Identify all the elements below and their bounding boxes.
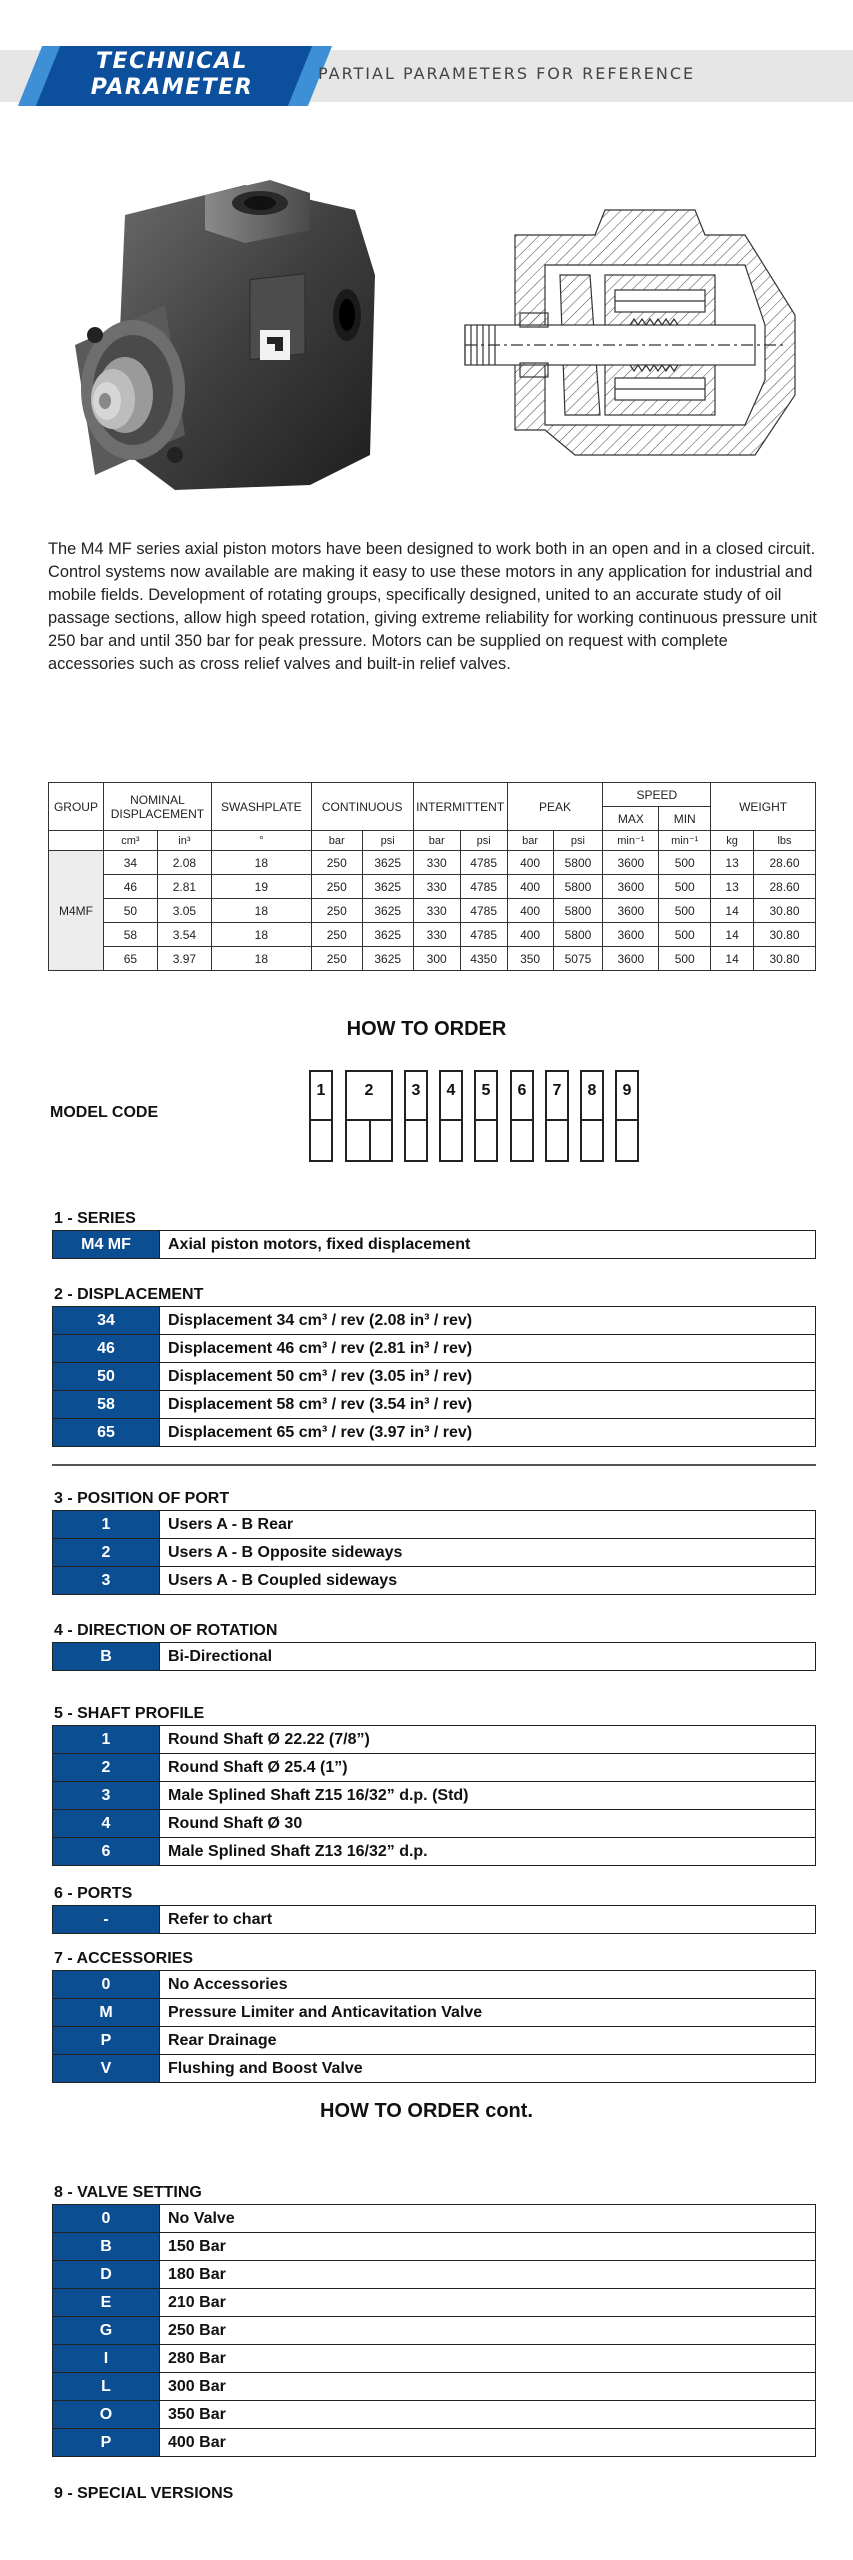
spec-cell: 14 xyxy=(711,947,754,971)
code-box-number: 7 xyxy=(552,1082,562,1099)
option-row xyxy=(53,1643,815,1670)
spec-cell: 250 xyxy=(311,851,362,875)
option-row xyxy=(53,2401,815,2429)
option-code: M4 MF xyxy=(53,1231,159,1258)
spec-cell: 3600 xyxy=(603,899,659,923)
spec-cell: 30.80 xyxy=(754,947,816,971)
option-code: P xyxy=(53,2027,159,2054)
option-code: 34 xyxy=(53,1307,159,1334)
code-box-divider xyxy=(311,1119,331,1121)
option-description: Round Shaft Ø 25.4 (1”) xyxy=(159,1754,348,1781)
option-code: O xyxy=(53,2401,159,2428)
spec-cell: 330 xyxy=(413,875,460,899)
rotation-section-title: 4 - DIRECTION OF ROTATION xyxy=(54,1622,278,1639)
spec-row xyxy=(49,923,816,947)
option-description: Users A - B Rear xyxy=(159,1511,293,1538)
option-row xyxy=(53,1906,815,1933)
spec-cell: 400 xyxy=(507,851,553,875)
spec-row xyxy=(49,947,816,971)
spec-cell: 14 xyxy=(711,899,754,923)
option-description: Displacement 46 cm³ / rev (2.81 in³ / rev) xyxy=(159,1335,472,1362)
spec-cell: 5075 xyxy=(553,947,603,971)
spec-cell: 330 xyxy=(413,923,460,947)
th-intermittent: INTERMITTENT xyxy=(413,783,507,831)
spec-cell: 4785 xyxy=(460,875,507,899)
spec-cell: 500 xyxy=(659,899,711,923)
option-code: 6 xyxy=(53,1838,159,1865)
spec-cell: 13 xyxy=(711,851,754,875)
code-box-divider xyxy=(406,1119,426,1121)
code-box xyxy=(439,1070,463,1162)
port-section-title: 3 - POSITION OF PORT xyxy=(54,1490,230,1507)
spec-cell: 18 xyxy=(211,923,311,947)
option-row xyxy=(53,2233,815,2261)
spec-cell: 5800 xyxy=(553,851,603,875)
spec-cell: 250 xyxy=(311,875,362,899)
option-row xyxy=(53,2055,815,2082)
ports-section-title: 6 - PORTS xyxy=(54,1885,133,1902)
spec-cell: 4785 xyxy=(460,899,507,923)
option-code: 2 xyxy=(53,1754,159,1781)
spec-cell: 65 xyxy=(103,947,157,971)
shaft-table xyxy=(52,1725,816,1866)
option-code: 4 xyxy=(53,1810,159,1837)
code-box xyxy=(615,1070,639,1162)
spec-cell: 3625 xyxy=(362,899,413,923)
spec-cell: 4350 xyxy=(460,947,507,971)
option-row xyxy=(53,1726,815,1754)
spec-cell: 400 xyxy=(507,875,553,899)
spec-cell: 30.80 xyxy=(754,899,816,923)
spec-cell: 5800 xyxy=(553,875,603,899)
th-displacement: NOMINAL DISPLACEMENT xyxy=(103,783,211,831)
option-description: No Accessories xyxy=(159,1971,287,1998)
spec-cell: 3.54 xyxy=(157,923,211,947)
option-row xyxy=(53,2205,815,2233)
spec-table xyxy=(48,782,816,971)
spec-cell: 14 xyxy=(711,923,754,947)
spec-cell: 3.05 xyxy=(157,899,211,923)
option-row xyxy=(53,1335,815,1363)
spec-cell: 3600 xyxy=(603,947,659,971)
option-description: Refer to chart xyxy=(159,1906,272,1933)
spec-cell: 18 xyxy=(211,851,311,875)
option-description: Displacement 58 cm³ / rev (3.54 in³ / rev) xyxy=(159,1391,472,1418)
option-description: 210 Bar xyxy=(159,2289,226,2316)
spec-row xyxy=(49,899,816,923)
spec-cell: 350 xyxy=(507,947,553,971)
th-continuous: CONTINUOUS xyxy=(311,783,413,831)
spec-cell: 3625 xyxy=(362,947,413,971)
motor-photo xyxy=(55,155,385,500)
section-divider xyxy=(52,1464,816,1466)
header-title-line2: PARAMETER xyxy=(90,75,254,100)
th-swashplate: SWASHPLATE xyxy=(211,783,311,831)
option-code: 1 xyxy=(53,1726,159,1753)
spec-cell: 250 xyxy=(311,923,362,947)
spec-cell: 58 xyxy=(103,923,157,947)
spec-cell: 2.08 xyxy=(157,851,211,875)
option-row xyxy=(53,1391,815,1419)
spec-cell: 250 xyxy=(311,899,362,923)
option-code: M xyxy=(53,1999,159,2026)
option-row xyxy=(53,1838,815,1865)
th-speed: SPEED xyxy=(603,783,711,807)
option-description: 280 Bar xyxy=(159,2345,226,2372)
option-row xyxy=(53,1567,815,1594)
option-row xyxy=(53,2289,815,2317)
spec-cell: 250 xyxy=(311,947,362,971)
spec-cell: 400 xyxy=(507,923,553,947)
unit-cell: cm³ xyxy=(103,831,157,851)
code-box xyxy=(404,1070,428,1162)
option-row xyxy=(53,1782,815,1810)
code-box-divider xyxy=(476,1119,496,1121)
option-description: Users A - B Opposite sideways xyxy=(159,1539,402,1566)
option-description: 350 Bar xyxy=(159,2401,226,2428)
option-description: Bi-Directional xyxy=(159,1643,272,1670)
port-table xyxy=(52,1510,816,1595)
code-box xyxy=(309,1070,333,1162)
option-row xyxy=(53,1231,815,1258)
option-description: Male Splined Shaft Z15 16/32” d.p. (Std) xyxy=(159,1782,469,1809)
option-description: Pressure Limiter and Anticavitation Valve xyxy=(159,1999,482,2026)
code-box xyxy=(545,1070,569,1162)
unit-cell: lbs xyxy=(754,831,816,851)
option-description: 250 Bar xyxy=(159,2317,226,2344)
unit-cell: in³ xyxy=(157,831,211,851)
spec-cell: 500 xyxy=(659,875,711,899)
valve-section-title: 8 - VALVE SETTING xyxy=(54,2184,202,2201)
code-box-number: 9 xyxy=(622,1082,632,1099)
code-box-number: 1 xyxy=(316,1082,326,1099)
option-code: 0 xyxy=(53,2205,159,2232)
code-box xyxy=(510,1070,534,1162)
code-box-split xyxy=(369,1119,371,1160)
code-box-number: 4 xyxy=(446,1082,456,1099)
option-row xyxy=(53,1810,815,1838)
th-weight: WEIGHT xyxy=(711,783,816,831)
valve-table xyxy=(52,2204,816,2457)
unit-cell: ° xyxy=(211,831,311,851)
unit-cell: bar xyxy=(507,831,553,851)
code-box-divider xyxy=(547,1119,567,1121)
spec-row xyxy=(49,875,816,899)
unit-cell: bar xyxy=(311,831,362,851)
option-code: B xyxy=(53,2233,159,2260)
code-box-number: 8 xyxy=(587,1082,597,1099)
th-speed-max: MAX xyxy=(603,807,659,831)
spec-cell: 18 xyxy=(211,947,311,971)
code-box-number: 5 xyxy=(481,1082,491,1099)
spec-cell: 3625 xyxy=(362,851,413,875)
spec-cell: 3600 xyxy=(603,875,659,899)
spec-cell: 330 xyxy=(413,899,460,923)
displacement-table xyxy=(52,1306,816,1447)
code-box-number: 3 xyxy=(411,1082,421,1099)
spec-cell: 4785 xyxy=(460,923,507,947)
spec-cell: 28.60 xyxy=(754,851,816,875)
spec-cell: 50 xyxy=(103,899,157,923)
option-code: 1 xyxy=(53,1511,159,1538)
how-to-order-title: HOW TO ORDER xyxy=(346,1018,507,1040)
unit-cell: bar xyxy=(413,831,460,851)
spec-cell: 3600 xyxy=(603,851,659,875)
spec-cell: 28.60 xyxy=(754,875,816,899)
option-description: Male Splined Shaft Z13 16/32” d.p. xyxy=(159,1838,428,1865)
spec-cell: 500 xyxy=(659,923,711,947)
code-box-divider xyxy=(582,1119,602,1121)
option-description: Users A - B Coupled sideways xyxy=(159,1567,397,1594)
option-code: 58 xyxy=(53,1391,159,1418)
option-description: Flushing and Boost Valve xyxy=(159,2055,363,2082)
option-code: P xyxy=(53,2429,159,2456)
option-row xyxy=(53,1419,815,1446)
intro-paragraph: The M4 MF series axial piston motors have been designed to work both in an open and in a closed circuit. Control systems now available are making it easy to use these motors in any application for industrial and mobile fields. Development of rotating groups, specifically designed, united to an accurate study of oil passage sections, allow high speed rotation, giving extreme reliability for working continuous pressure unit 250 bar and until 350 bar for peak pressure. Motors can be supplied on request with complete accessories such as cross relief valves and built-in relief valves. xyxy=(48,540,817,673)
option-code: 50 xyxy=(53,1363,159,1390)
option-code: - xyxy=(53,1906,159,1933)
code-box xyxy=(345,1070,393,1162)
spec-cell: 18 xyxy=(211,899,311,923)
option-code: L xyxy=(53,2373,159,2400)
option-code: 3 xyxy=(53,1782,159,1809)
how-to-order-cont-title: HOW TO ORDER cont. xyxy=(320,2100,533,2122)
shaft-section-title: 5 - SHAFT PROFILE xyxy=(54,1705,205,1722)
option-description: Displacement 34 cm³ / rev (2.08 in³ / rev) xyxy=(159,1307,472,1334)
option-description: Round Shaft Ø 22.22 (7/8”) xyxy=(159,1726,370,1753)
unit-group-blank xyxy=(49,831,104,851)
option-description: 150 Bar xyxy=(159,2233,226,2260)
option-row xyxy=(53,2261,815,2289)
unit-cell: psi xyxy=(460,831,507,851)
code-box-divider xyxy=(617,1119,637,1121)
header-title-line1: TECHNICAL xyxy=(96,49,248,74)
unit-cell: kg xyxy=(711,831,754,851)
spec-cell: 330 xyxy=(413,851,460,875)
unit-cell: min⁻¹ xyxy=(659,831,711,851)
option-row xyxy=(53,2373,815,2401)
option-description: Rear Drainage xyxy=(159,2027,277,2054)
option-code: 65 xyxy=(53,1419,159,1446)
ports-table xyxy=(52,1905,816,1934)
th-group: GROUP xyxy=(49,783,104,831)
code-box xyxy=(580,1070,604,1162)
option-description: Round Shaft Ø 30 xyxy=(159,1810,302,1837)
spec-cell: 3625 xyxy=(362,923,413,947)
spec-cell: 3625 xyxy=(362,875,413,899)
option-description: Displacement 65 cm³ / rev (3.97 in³ / rev) xyxy=(159,1419,472,1446)
series-section-title: 1 - SERIES xyxy=(54,1210,136,1227)
option-code: B xyxy=(53,1643,159,1670)
motor-section-drawing xyxy=(455,195,810,470)
header-subtitle: PARTIAL PARAMETERS FOR REFERENCE xyxy=(318,64,696,83)
spec-cell: 500 xyxy=(659,947,711,971)
option-code: D xyxy=(53,2261,159,2288)
option-row xyxy=(53,2345,815,2373)
option-code: V xyxy=(53,2055,159,2082)
option-code: 46 xyxy=(53,1335,159,1362)
spec-cell: 400 xyxy=(507,899,553,923)
spec-cell: 3.97 xyxy=(157,947,211,971)
option-code: 0 xyxy=(53,1971,159,1998)
option-row xyxy=(53,1363,815,1391)
spec-cell: 4785 xyxy=(460,851,507,875)
option-row xyxy=(53,1307,815,1335)
spec-cell: 34 xyxy=(103,851,157,875)
spec-cell: 30.80 xyxy=(754,923,816,947)
option-description: Displacement 50 cm³ / rev (3.05 in³ / rev) xyxy=(159,1363,472,1390)
code-box-number: 2 xyxy=(364,1082,374,1099)
group-cell: M4MF xyxy=(49,851,104,971)
option-description: 400 Bar xyxy=(159,2429,226,2456)
option-code: 2 xyxy=(53,1539,159,1566)
th-speed-min: MIN xyxy=(659,807,711,831)
spec-cell: 500 xyxy=(659,851,711,875)
header-title xyxy=(62,49,282,101)
option-description: Axial piston motors, fixed displacement xyxy=(159,1231,470,1258)
option-row xyxy=(53,2429,815,2456)
option-row xyxy=(53,2027,815,2055)
spec-cell: 5800 xyxy=(553,923,603,947)
option-code: 3 xyxy=(53,1567,159,1594)
rotation-table xyxy=(52,1642,816,1671)
option-code: G xyxy=(53,2317,159,2344)
option-code: I xyxy=(53,2345,159,2372)
unit-cell: min⁻¹ xyxy=(603,831,659,851)
accessories-section-title: 7 - ACCESSORIES xyxy=(54,1950,193,1967)
option-row xyxy=(53,1539,815,1567)
spec-cell: 3600 xyxy=(603,923,659,947)
spec-cell: 5800 xyxy=(553,899,603,923)
spec-cell: 46 xyxy=(103,875,157,899)
unit-cell: psi xyxy=(553,831,603,851)
spec-cell: 300 xyxy=(413,947,460,971)
model-code-label: MODEL CODE xyxy=(50,1104,159,1121)
option-description: 180 Bar xyxy=(159,2261,226,2288)
option-code: E xyxy=(53,2289,159,2316)
th-peak: PEAK xyxy=(507,783,603,831)
special-versions-title: 9 - SPECIAL VERSIONS xyxy=(54,2485,234,2502)
code-box-divider xyxy=(512,1119,532,1121)
unit-cell: psi xyxy=(362,831,413,851)
spec-cell: 19 xyxy=(211,875,311,899)
option-row xyxy=(53,1754,815,1782)
option-row xyxy=(53,2317,815,2345)
option-row xyxy=(53,1999,815,2027)
spec-cell: 13 xyxy=(711,875,754,899)
code-box-number: 6 xyxy=(517,1082,527,1099)
code-box-divider xyxy=(441,1119,461,1121)
option-row xyxy=(53,1511,815,1539)
spec-row xyxy=(49,851,816,875)
series-table xyxy=(52,1230,816,1259)
code-box xyxy=(474,1070,498,1162)
option-row xyxy=(53,1971,815,1999)
option-description: No Valve xyxy=(159,2205,235,2232)
displacement-section-title: 2 - DISPLACEMENT xyxy=(54,1286,204,1303)
accessories-table xyxy=(52,1970,816,2083)
option-description: 300 Bar xyxy=(159,2373,226,2400)
spec-cell: 2.81 xyxy=(157,875,211,899)
